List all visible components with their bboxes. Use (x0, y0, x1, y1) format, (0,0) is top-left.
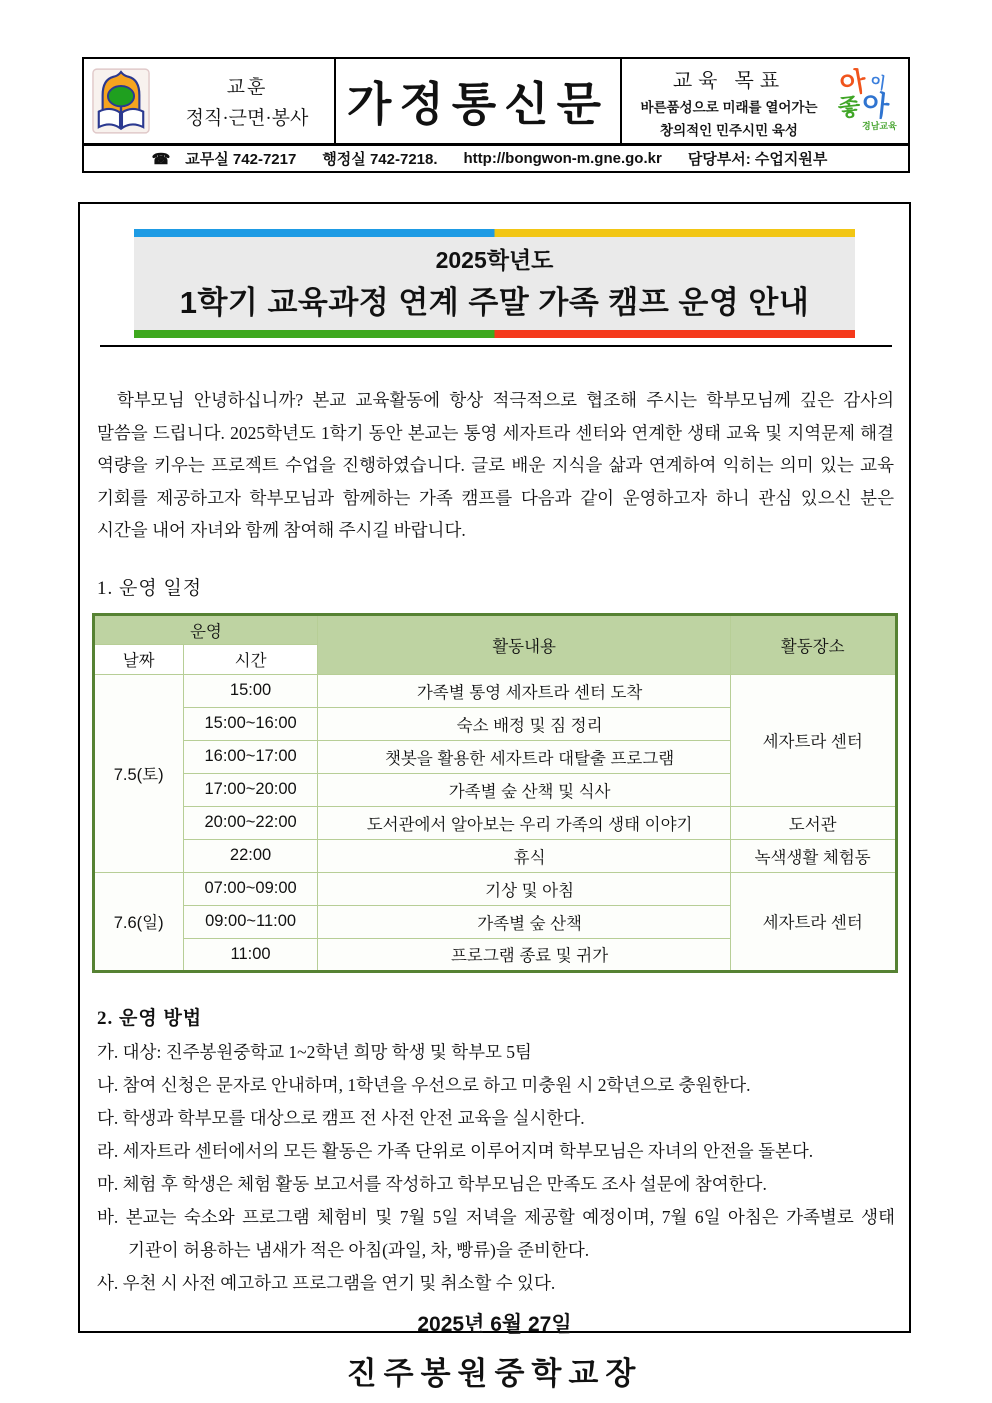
contact-website-url: http://bongwon-m.gne.go.kr (463, 150, 662, 167)
col-header-time: 시간 (183, 644, 318, 674)
table-row (93, 872, 896, 905)
cell-activity: 챗봇을 활용한 세자트라 대탈출 프로그램 (318, 740, 731, 773)
school-logo-icon (92, 68, 150, 134)
motto-text: 정직·근면·봉사 (185, 108, 309, 129)
gyeongnam-education-logo-icon (838, 66, 904, 136)
cell-time: 15:00 (183, 674, 318, 707)
banner-bottom-color-bar (134, 330, 855, 338)
education-goal-title: 교육 목표 (672, 69, 786, 92)
method-list (97, 1036, 895, 1300)
col-header-place: 활동장소 (730, 614, 896, 674)
col-header-group: 운영 (93, 614, 318, 644)
list-item: 나. 참여 신청은 문자로 안내하며, 1학년을 우선으로 하고 미충원 시 2학년으로 충원한다. (97, 1074, 751, 1095)
cell-place: 도서관 (730, 806, 896, 839)
cell-place: 세자트라 센터 (730, 872, 896, 971)
contact-bar (84, 143, 908, 171)
table-row (93, 839, 896, 872)
cell-time: 17:00~20:00 (183, 773, 318, 806)
notice-sheet (78, 202, 911, 1391)
contact-department: 담당부서: 수업지원부 (687, 151, 828, 168)
cell-date-day1: 7.5(토) (93, 674, 183, 872)
letterhead (82, 57, 910, 173)
document-title: 가정통신문 (346, 78, 610, 130)
banner-top-color-bar (134, 229, 855, 237)
list-item: 다. 학생과 학부모를 대상으로 캠프 전 사전 안전 교육을 실시한다. (97, 1107, 585, 1128)
cell-time: 09:00~11:00 (183, 905, 318, 938)
logo-char-i: 이 (868, 74, 887, 93)
cell-place: 세자트라 센터 (730, 674, 896, 806)
education-goal-cell (622, 59, 908, 143)
table-row (93, 806, 896, 839)
col-header-date: 날짜 (93, 644, 183, 674)
list-item: 사. 우천 시 사전 예고하고 프로그램을 연기 및 취소할 수 있다. (97, 1272, 556, 1293)
schedule-header-row (93, 614, 896, 644)
section2-heading: 2. 운영 방법 (97, 1007, 203, 1029)
title-banner (134, 229, 855, 338)
col-header-content: 활동내용 (318, 614, 731, 674)
cell-activity: 숙소 배정 및 짐 정리 (318, 707, 731, 740)
section1-heading: 1. 운영 일정 (97, 577, 203, 599)
phone-icon: ☎ (151, 150, 171, 168)
list-item: 마. 체험 후 학생은 체험 활동 보고서를 작성하고 학부모님은 만족도 조사 설문에 참여한다. (97, 1173, 767, 1194)
cell-time: 11:00 (183, 938, 318, 971)
logo-char-joh: 좋 (836, 92, 862, 122)
logo-char-a1: 아 (837, 65, 869, 101)
education-goal-block (626, 64, 832, 139)
document-title-cell (336, 59, 622, 143)
cell-activity: 가족별 숲 산책 및 식사 (318, 773, 731, 806)
education-goal-line2: 창의적인 민주시민 육성 (660, 122, 798, 138)
logo-char-a2: 아 (860, 88, 891, 123)
motto-block (160, 72, 334, 130)
motto-title: 교훈 (226, 77, 268, 98)
banner-body (134, 237, 855, 330)
issue-date: 2025년 6월 27일 (417, 1312, 572, 1336)
cell-activity: 프로그램 종료 및 귀가 (318, 938, 731, 971)
banner-underline (100, 345, 892, 347)
cell-time: 16:00~17:00 (183, 740, 318, 773)
education-goal-line1: 바른품성으로 미래를 열어가는 (640, 99, 818, 115)
cell-date-day2: 7.6(일) (93, 872, 183, 971)
list-item: 가. 대상: 진주봉원중학교 1~2학년 희망 학생 및 학부모 5팀 (97, 1041, 532, 1062)
cell-activity: 가족별 숲 산책 (318, 905, 731, 938)
cell-place: 녹색생활 체험동 (730, 839, 896, 872)
cell-activity: 기상 및 아침 (318, 872, 731, 905)
list-item: 라. 세자트라 센터에서의 모든 활동은 가족 단위로 이루어지며 학부모님은 자녀의 안전을 돌본다. (97, 1140, 814, 1161)
cell-activity: 도서관에서 알아보는 우리 가족의 생태 이야기 (318, 806, 731, 839)
cell-activity: 가족별 통영 세자트라 센터 도착 (318, 674, 731, 707)
cell-time: 07:00~09:00 (183, 872, 318, 905)
table-row (93, 674, 896, 707)
logo-caption: 경남교육 (862, 121, 897, 131)
cell-time: 22:00 (183, 839, 318, 872)
cell-time: 20:00~22:00 (183, 806, 318, 839)
contact-admin-phone: 행정실 742-7218. (322, 151, 438, 168)
letterhead-top-row (84, 59, 908, 143)
greeting-paragraph: 학부모님 안녕하십니까? 본교 교육활동에 항상 적극적으로 협조해 주시는 학부모님께 깊은 감사의 말씀을 드립니다. 2025학년도 1학기 동안 본교는 통영 세자트라 센터와 연계한 생태 교육 및 지역문제 해결 역량을 키우는 프로젝트 수업을 진행하였습니다. 글로 배운 지식을 삶과 연계하여 익히는 의미 있는 교육 기회를 제공하고자 학부모님과 함께하는 가족 캠프를 다음과 같이 운영하고자 하니 관심 있으신 분은 시간을 내어 자녀와 함께 참여해 주시길 바랍니다. (97, 390, 894, 540)
motto-cell (84, 59, 336, 143)
banner-school-year: 2025학년도 (435, 247, 554, 273)
principal-signature: 진주봉원중학교장 (346, 1355, 643, 1391)
schedule-table (92, 613, 898, 973)
banner-title: 1학기 교육과정 연계 주말 가족 캠프 운영 안내 (179, 285, 810, 320)
cell-activity: 휴식 (318, 839, 731, 872)
cell-time: 15:00~16:00 (183, 707, 318, 740)
list-item: 바. 본교는 숙소와 프로그램 체험비 및 7월 5일 저녁을 제공할 예정이며, 7월 6일 아침은 가족별로 생태 기관이 허용하는 냄새가 적은 아침(과일, 차, 빵류)을 준비한다. (97, 1206, 895, 1260)
contact-office-phone: 교무실 742-7217 (185, 151, 297, 168)
